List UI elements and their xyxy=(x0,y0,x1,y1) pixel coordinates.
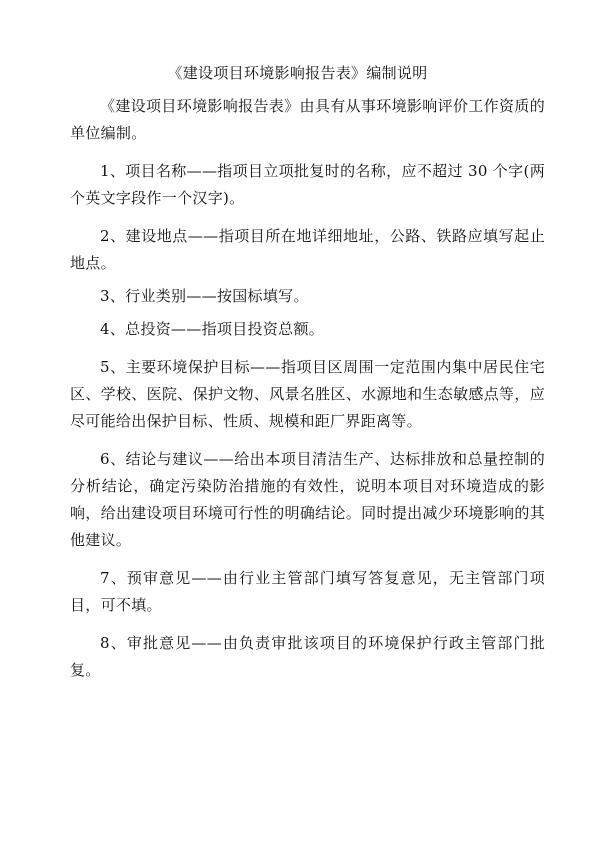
item-preliminary-review: 7、预审意见——由行业主管部门填写答复意见，无主管部门项目，可不填。 xyxy=(70,569,545,614)
intro-paragraph: 《建设项目环境影响报告表》由具有从事环境影响评价工作资质的单位编制。 xyxy=(70,97,545,142)
item-project-name: 1、项目名称——指项目立项批复时的名称，应不超过 30 个字(两个英文字段作一个汉字)。 xyxy=(70,162,545,207)
document-body xyxy=(70,93,545,695)
item-conclusions: 6、结论与建议——给出本项目清洁生产、达标排放和总量控制的分析结论，确定污染防治措施的有效性，说明本项目对环境造成的影响，给出建设项目环境可行性的明确结论。同时提出减少环境影响的其他建议。 xyxy=(70,450,545,549)
item-total-investment: 4、总投资——指项目投资总额。 xyxy=(100,320,325,338)
item-construction-site: 2、建设地点——指项目所在地详细地址，公路、铁路应填写起止地点。 xyxy=(70,227,545,272)
item-approval-opinion: 8、审批意见——由负责审批该项目的环境保护行政主管部门批复。 xyxy=(70,634,545,679)
item-protection-targets: 5、主要环境保护目标——指项目区周围一定范围内集中居民住宅区、学校、医院、保护文物、风景名胜区、水源地和生态敏感点等，应尽可能给出保护目标、性质、规模和距厂界距离等。 xyxy=(70,358,545,430)
item-industry-category: 3、行业类别——按国标填写。 xyxy=(100,287,309,305)
document-title: 《建设项目环境影响报告表》编制说明 xyxy=(167,64,428,82)
